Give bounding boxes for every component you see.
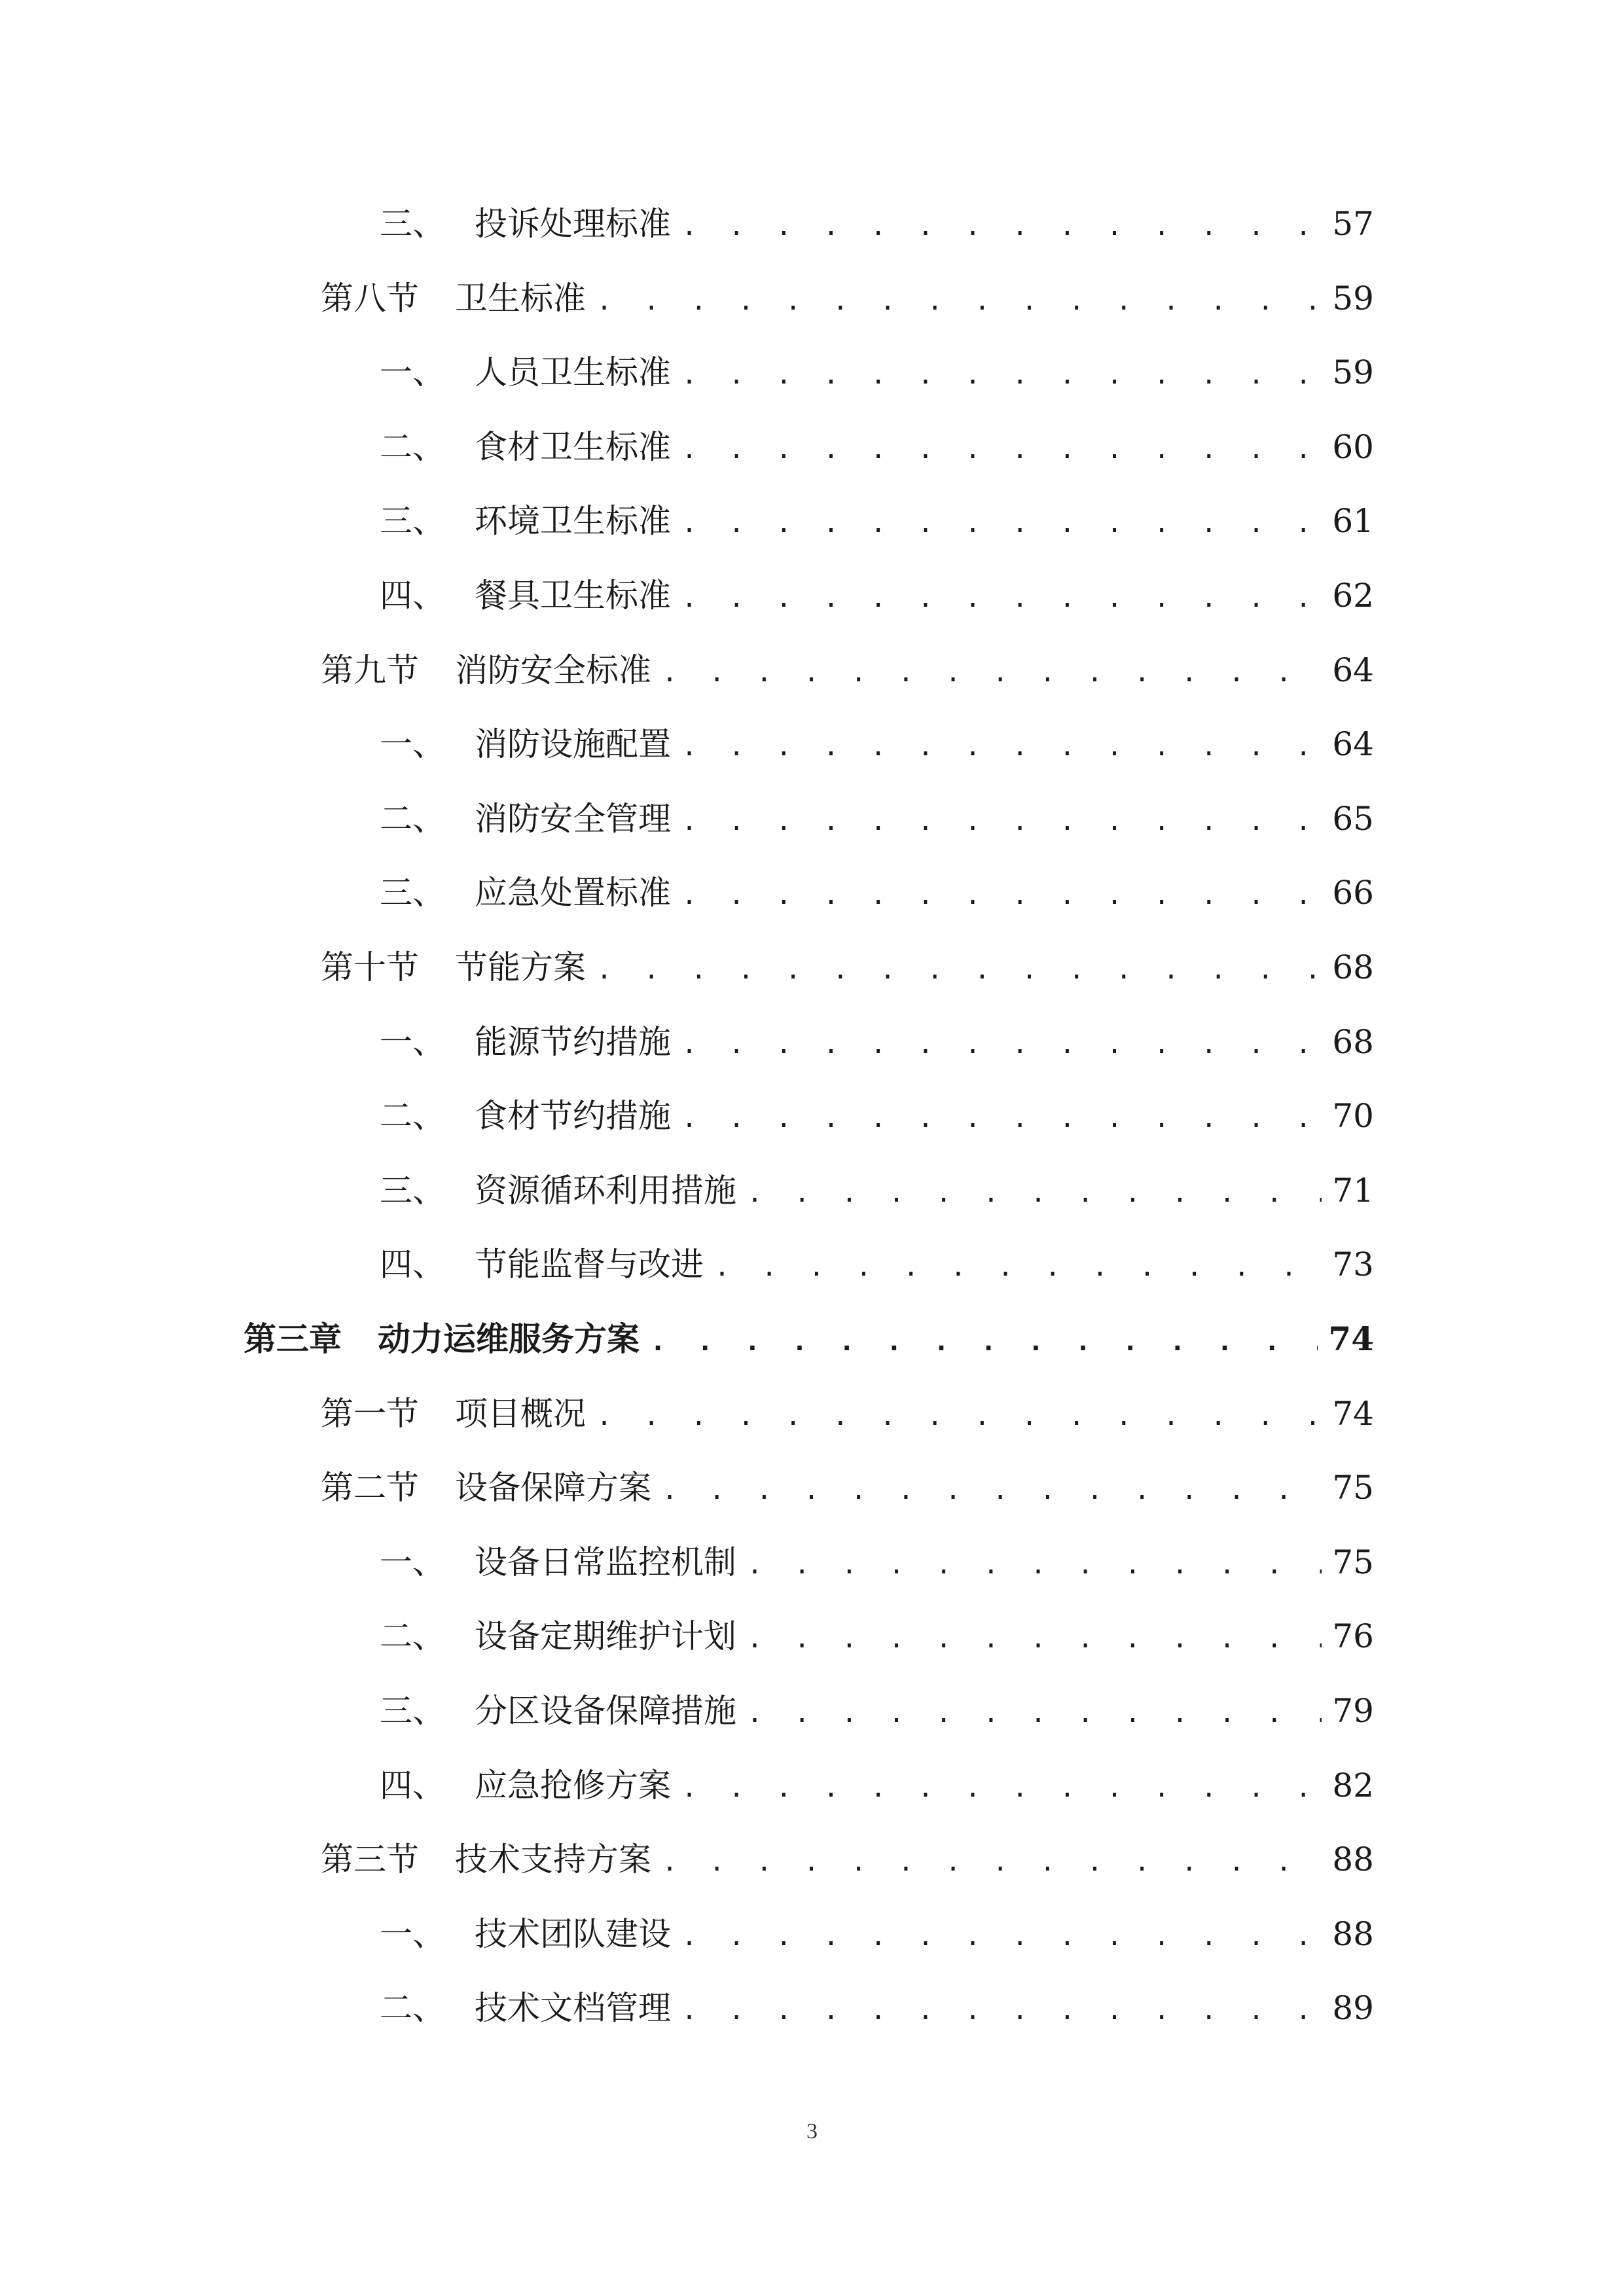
toc-entry[interactable] [380,1090,1374,1142]
toc-entry-page: 88 [1332,1915,1374,1953]
toc-entry-title: 应急抢修方案 [475,1767,671,1804]
toc-entry[interactable] [380,198,1374,250]
toc-entry-number: 三、 [380,205,445,243]
toc-entry-number: 三、 [380,1172,445,1210]
toc-dot-leader [681,869,1322,922]
toc-entry[interactable] [321,941,1374,994]
toc-entry[interactable] [380,1016,1374,1068]
toc-dot-leader [747,1167,1322,1219]
toc-entry-page: 61 [1332,502,1374,540]
toc-entry-page: 64 [1332,651,1374,689]
toc-dot-leader [596,944,1322,996]
toc-entry-title: 节能方案 [455,948,586,986]
toc-entry[interactable] [244,1313,1374,1365]
toc-entry-page: 89 [1332,1989,1374,2027]
toc-entry-number: 一、 [380,1023,445,1061]
toc-dot-leader [596,1390,1322,1443]
toc-entry-number: 一、 [380,1915,445,1953]
toc-entry-page: 66 [1332,874,1374,912]
toc-entry-page: 68 [1332,1023,1374,1061]
toc-entry[interactable] [380,793,1374,845]
toc-entry-title: 设备定期维护计划 [475,1617,736,1655]
toc-entry[interactable] [380,495,1374,547]
toc-entry[interactable] [321,1833,1374,1886]
toc-dot-leader [596,275,1322,327]
toc-dot-leader [747,1539,1322,1591]
toc-entry-page: 60 [1332,428,1374,466]
toc-dot-leader [681,1018,1322,1071]
toc-entry-page: 57 [1332,205,1374,243]
toc-entry-number: 二、 [380,800,445,838]
toc-entry-page: 59 [1332,279,1374,317]
toc-entry-title: 餐具卫生标准 [475,577,671,615]
toc-entry-page: 76 [1332,1617,1374,1655]
toc-entry-title: 项目概况 [455,1395,586,1433]
toc-entry-title: 设备保障方案 [455,1469,651,1507]
toc-entry[interactable] [380,1982,1374,2034]
toc-entry[interactable] [380,1685,1374,1737]
toc-entry-title: 投诉处理标准 [475,205,671,243]
toc-entry[interactable] [321,272,1374,325]
toc-entry[interactable] [380,569,1374,622]
toc-entry-page: 73 [1332,1246,1374,1283]
toc-dot-leader [662,647,1322,699]
toc-entry-number: 第八节 [321,279,419,317]
toc-entry[interactable] [380,1164,1374,1217]
toc-entry-title: 卫生标准 [455,279,586,317]
toc-entry-title: 技术团队建设 [475,1915,671,1953]
toc-entry-title: 消防安全管理 [475,800,671,838]
toc-dot-leader [681,1910,1322,1963]
toc-entry-number: 二、 [380,428,445,466]
toc-entry[interactable] [380,1908,1374,1960]
toc-entry-number: 第三章 [244,1319,342,1358]
toc-entry[interactable] [380,718,1374,770]
toc-entry-page: 64 [1332,725,1374,763]
toc-entry-page: 79 [1332,1692,1374,1730]
toc-entry-number: 四、 [380,577,445,615]
toc-entry-title: 应急处置标准 [475,874,671,912]
toc-dot-leader [681,423,1322,476]
toc-dot-leader [662,1836,1322,1888]
toc-entry[interactable] [321,1462,1374,1514]
toc-entry-title: 消防安全标准 [455,651,651,689]
toc-entry-number: 第二节 [321,1469,419,1507]
toc-entry-title: 资源循环利用措施 [475,1172,736,1210]
toc-entry-page: 65 [1332,800,1374,838]
toc-entry[interactable] [380,421,1374,473]
toc-entry-page: 68 [1332,948,1374,986]
toc-entry-number: 四、 [380,1767,445,1804]
toc-dot-leader [681,572,1322,624]
toc-dot-leader [681,1092,1322,1145]
toc-entry-title: 技术文档管理 [475,1989,671,2027]
toc-entry[interactable] [380,346,1374,399]
toc-entry-title: 设备日常监控机制 [475,1543,736,1581]
toc-entry-number: 三、 [380,874,445,912]
toc-dot-leader [681,497,1322,550]
toc-dot-leader [681,200,1322,253]
toc-entry[interactable] [321,1388,1374,1440]
toc-dot-leader [662,1464,1322,1516]
toc-entry-number: 二、 [380,1097,445,1135]
toc-entry-title: 动力运维服务方案 [378,1319,640,1358]
toc-dot-leader [714,1241,1322,1293]
toc-dot-leader [681,349,1322,401]
toc-dot-leader [747,1687,1322,1740]
toc-dot-leader [747,1613,1322,1665]
toc-entry-number: 一、 [380,353,445,391]
toc-entry-title: 人员卫生标准 [475,353,671,391]
toc-entry-title: 节能监督与改进 [475,1246,704,1283]
toc-entry-page: 59 [1332,353,1374,391]
toc-dot-leader [681,1984,1322,2037]
toc-entry-page: 75 [1332,1469,1374,1507]
toc-entry[interactable] [380,1536,1374,1588]
toc-entry-title: 能源节约措施 [475,1023,671,1061]
page-number: 3 [806,2119,818,2144]
toc-entry-number: 第一节 [321,1395,419,1433]
toc-entry-page: 74 [1328,1319,1374,1358]
toc-entry-number: 第十节 [321,948,419,986]
toc-entry-number: 三、 [380,502,445,540]
toc-entry-number: 二、 [380,1989,445,2027]
toc-entry-number: 二、 [380,1617,445,1655]
toc-entry-page: 75 [1332,1543,1374,1581]
toc-dot-leader [650,1316,1318,1368]
toc-entry-title: 分区设备保障措施 [475,1692,736,1730]
toc-entry-title: 消防设施配置 [475,725,671,763]
toc-entry[interactable] [380,1759,1374,1812]
toc-entry-page: 74 [1332,1395,1374,1433]
toc-entry-number: 一、 [380,725,445,763]
toc-entry-page: 70 [1332,1097,1374,1135]
toc-dot-leader [681,1762,1322,1814]
toc-entry-page: 82 [1332,1767,1374,1804]
toc-entry[interactable] [380,1238,1374,1291]
toc-entry-title: 食材节约措施 [475,1097,671,1135]
toc-entry-number: 三、 [380,1692,445,1730]
toc-dot-leader [681,795,1322,848]
toc-entry-number: 四、 [380,1246,445,1283]
toc-entry-number: 一、 [380,1543,445,1581]
toc-entry-page: 62 [1332,577,1374,615]
toc-entry[interactable] [321,644,1374,696]
toc-entry[interactable] [380,867,1374,919]
toc-dot-leader [681,721,1322,773]
toc-entry-title: 技术支持方案 [455,1840,651,1878]
toc-entry-number: 第九节 [321,651,419,689]
toc-entry[interactable] [380,1610,1374,1662]
toc-entry-page: 88 [1332,1840,1374,1878]
toc-entry-page: 71 [1332,1172,1374,1210]
toc-entry-number: 第三节 [321,1840,419,1878]
toc-entry-title: 食材卫生标准 [475,428,671,466]
toc-entry-title: 环境卫生标准 [475,502,671,540]
